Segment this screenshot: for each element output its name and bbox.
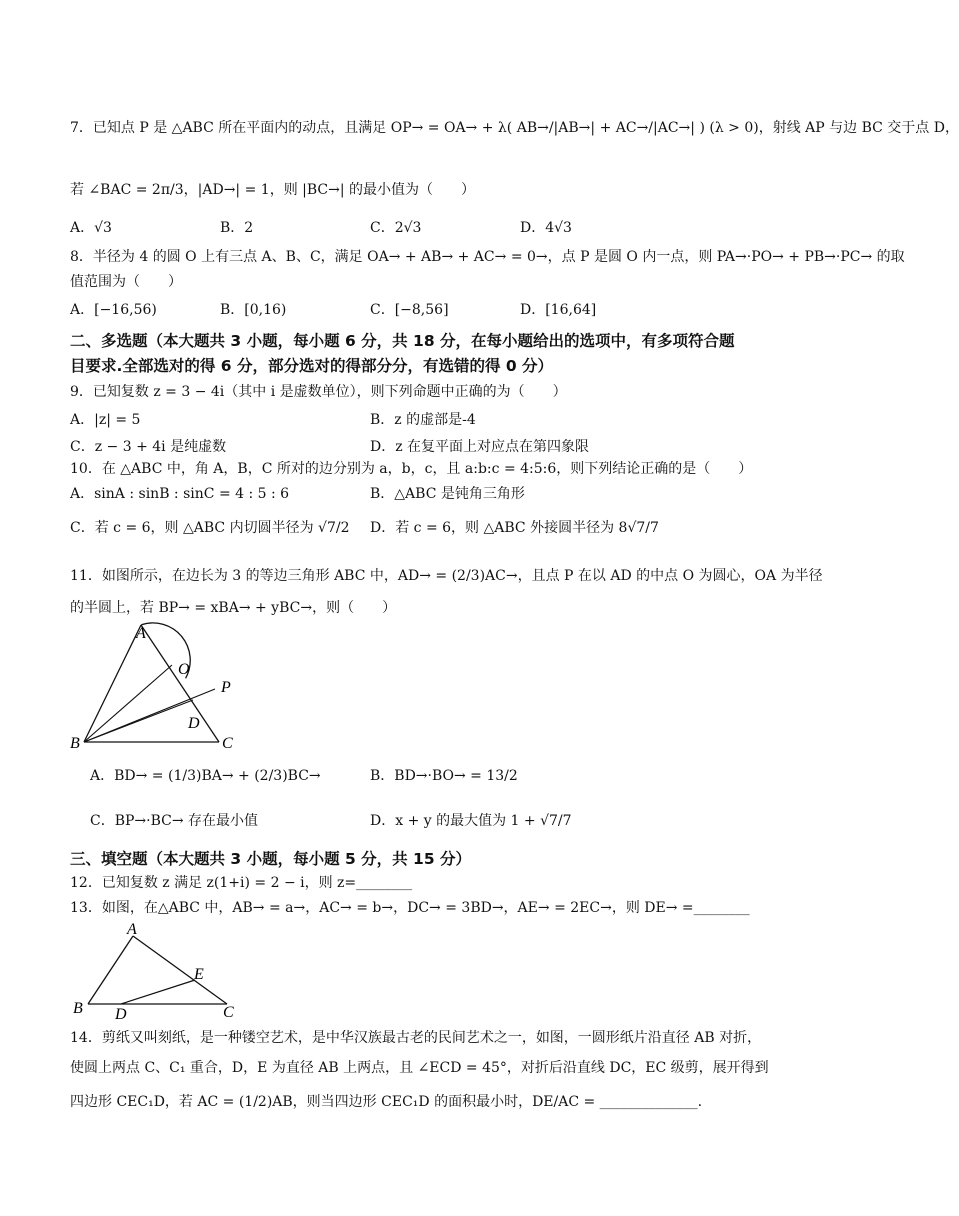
q11-stem-line1: 11．如图所示，在边长为 3 的等边三角形 ABC 中，AD→ = (2/3)AC→，且点 P 在以 AD 的中点 O 为圆心，OA 为半径	[70, 568, 823, 584]
q11-label-b: B	[70, 735, 80, 752]
q11-option-d: D．x + y 的最大值为 1 + √7/7	[370, 813, 572, 829]
q13-triangle-figure	[65, 918, 255, 1023]
q7-option-c: C．2√3	[370, 220, 422, 236]
q7-stem-line2: 若 ∠BAC = 2π/3，|AD→| = 1，则 |BC→| 的最小值为（ ）	[70, 182, 476, 198]
q11-option-a: A．BD→ = (1/3)BA→ + (2/3)BC→	[90, 768, 321, 784]
q9-option-d: D．z 在复平面上对应点在第四象限	[370, 439, 590, 455]
q13-label-e: E	[194, 966, 204, 983]
q7-option-b: B．2	[220, 220, 254, 236]
q11-label-o: O	[178, 661, 190, 678]
q11-option-b: B．BD→·BO→ = 13/2	[370, 768, 518, 784]
q9-option-a: A．|z| = 5	[70, 412, 141, 428]
q8-option-a: A．[−16,56)	[70, 302, 157, 318]
q10-option-a: A．sinA : sinB : sinC = 4 : 5 : 6	[70, 486, 290, 502]
q13-label-d: D	[115, 1006, 127, 1023]
section-multiple-choice-heading: 二、多选题（本大题共 3 小题，每小题 6 分，共 18 分，在每小题给出的选项中，有多项符合题	[70, 332, 735, 350]
q8-stem-line1: 8．半径为 4 的圆 O 上有三点 A、B、C，满足 OA→ + AB→ + AC→ = 0→，点 P 是圆 O 内一点，则 PA→·PO→ + PB→·PC→ 的取	[70, 249, 905, 265]
q8-option-d: D．[16,64]	[520, 302, 597, 318]
q14-stem-line3: 四边形 CEC₁D，若 AC = (1/2)AB，则当四边形 CEC₁D 的面积最小时，DE/AC = ______________.	[70, 1094, 703, 1110]
q9-option-b: B．z 的虚部是-4	[370, 412, 476, 428]
q10-stem: 10．在 △ABC 中，角 A，B，C 所对的边分别为 a，b，c，且 a:b:c = 4:5:6，则下列结论正确的是（ ）	[70, 461, 753, 477]
q13-label-c: C	[223, 1004, 234, 1021]
section-multiple-choice-heading-cont: 目要求.全部选对的得 6 分，部分选对的得部分分，有选错的得 0 分）	[70, 357, 554, 375]
q11-label-a: A	[136, 625, 146, 642]
q12-stem: 12．已知复数 z 满足 z(1+i) = 2 − i，则 z=________	[70, 875, 413, 891]
q13-label-a: A	[127, 921, 137, 938]
q9-stem: 9．已知复数 z = 3 − 4i（其中 i 是虚数单位），则下列命题中正确的为（ ）	[70, 384, 567, 400]
q7-option-a: A．√3	[70, 220, 112, 236]
q8-option-c: C．[−8,56]	[370, 302, 449, 318]
q11-label-d: D	[188, 715, 200, 732]
q11-label-p: P	[221, 679, 231, 696]
q14-stem-line1: 14．剪纸又叫刻纸，是一种镂空艺术，是中华汉族最古老的民间艺术之一，如图，一圆形纸片沿直径 AB 对折，	[70, 1030, 762, 1046]
q14-stem-line2: 使圆上两点 C、C₁ 重合，D，E 为直径 AB 上两点，且 ∠ECD = 45°，对折后沿直线 DC，EC 级剪，展开得到	[70, 1060, 769, 1076]
q13-label-b: B	[73, 1000, 83, 1017]
q13-stem: 13．如图，在△ABC 中，AB→ = a→，AC→ = b→，DC→ = 3BD→，AE→ = 2EC→，则 DE→ =________	[70, 900, 750, 916]
q10-option-b: B．△ABC 是钝角三角形	[370, 486, 525, 502]
q11-triangle-semicircle-figure	[60, 620, 280, 755]
q7-stem-line1: 7．已知点 P 是 △ABC 所在平面内的动点，且满足 OP→ = OA→ + λ( AB→/|AB→| + AC→/|AC→| ) (λ > 0)，射线 AP 与边 BC 交于点 D，	[70, 120, 959, 136]
q7-option-d: D．4√3	[520, 220, 572, 236]
q8-stem-line2: 值范围为（ ）	[70, 274, 182, 290]
q11-option-c: C．BP→·BC→ 存在最小值	[90, 813, 259, 829]
q11-stem-line2: 的半圆上，若 BP→ = xBA→ + yBC→，则（ ）	[70, 600, 397, 616]
q11-label-c: C	[222, 735, 233, 752]
q8-option-b: B．[0,16)	[220, 302, 287, 318]
q9-option-c: C．z − 3 + 4i 是纯虚数	[70, 439, 227, 455]
q10-option-d: D．若 c = 6，则 △ABC 外接圆半径为 8√7/7	[370, 520, 659, 536]
q10-option-c: C．若 c = 6，则 △ABC 内切圆半径为 √7/2	[70, 520, 350, 536]
section-fill-in-heading: 三、填空题（本大题共 3 小题，每小题 5 分，共 15 分）	[70, 850, 472, 868]
